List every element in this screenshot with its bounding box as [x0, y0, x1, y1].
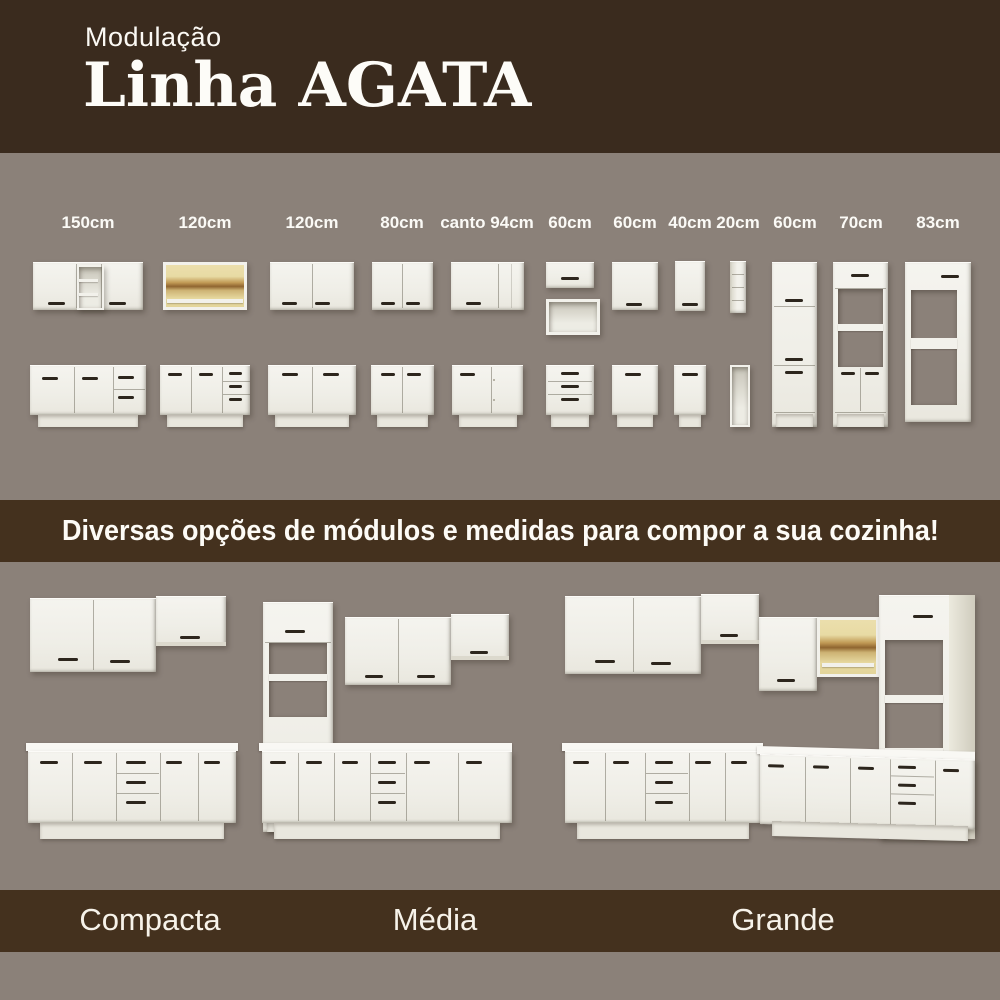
handle [306, 761, 322, 764]
handle [417, 675, 435, 678]
handle [109, 302, 126, 305]
handle [407, 373, 421, 376]
kickboard [679, 415, 701, 427]
handle [682, 303, 698, 306]
cabinet-underside [451, 656, 509, 660]
handle [282, 302, 297, 305]
door-divider [633, 598, 634, 672]
drawer-divider [548, 394, 592, 395]
media-base-counter [262, 751, 512, 823]
handle [466, 761, 482, 764]
door-divider [605, 753, 606, 821]
drawer-divider [891, 793, 934, 795]
compacta-wall-cabinet-large [30, 598, 156, 672]
grande-wall-cabinet-large [565, 596, 701, 674]
handle [943, 769, 959, 772]
handle [785, 371, 803, 374]
module-83cm-fridge-surround [905, 262, 971, 422]
handle [229, 398, 242, 401]
handle [613, 761, 629, 764]
module-size-label: 120cm [285, 213, 339, 232]
handle [561, 372, 579, 375]
kickboard [274, 823, 500, 839]
drawer-divider [371, 773, 405, 774]
kitchen-label-media: Média [392, 902, 478, 937]
kickboard [776, 414, 813, 427]
drawer-divider [223, 381, 250, 382]
handle [126, 761, 146, 764]
kickboard [617, 415, 653, 427]
corner-panel-crease [511, 264, 512, 308]
kickboard [275, 415, 349, 427]
handle [651, 662, 671, 665]
handle [381, 373, 395, 376]
module-size-label: canto 94cm [440, 213, 534, 232]
module-70cm-oven-tower [833, 262, 888, 427]
door-divider [93, 600, 94, 670]
countertop [562, 743, 763, 751]
handle [118, 376, 134, 379]
kickboard [40, 823, 224, 839]
drawer-divider [117, 793, 159, 794]
handle [282, 373, 298, 376]
drawer-divider [891, 775, 934, 777]
shelf [885, 695, 943, 703]
handle [561, 385, 579, 388]
shelf-divider [732, 274, 744, 275]
shelf [79, 279, 98, 282]
grande-base-counter-right [760, 754, 975, 830]
module-60cm-wall-cabinet [612, 262, 658, 310]
handle [768, 764, 784, 767]
handle [561, 398, 579, 401]
door-divider [116, 753, 117, 821]
kitchen-label-compacta: Compacta [79, 902, 221, 937]
cabinet-underside [701, 640, 759, 644]
drawer-divider [223, 394, 250, 395]
hinge-dot [493, 379, 495, 381]
kickboard [459, 415, 517, 427]
door-divider [160, 753, 161, 821]
handle [378, 801, 396, 804]
door-divider [312, 264, 313, 308]
handle [841, 372, 855, 375]
door-divider [689, 753, 690, 821]
module-size-label: 80cm [380, 213, 424, 232]
module-size-label: 40cm [668, 213, 712, 232]
module-60cm-flap-cabinet [546, 262, 594, 288]
handle [378, 781, 396, 784]
header-subtitle: Modulação [85, 22, 222, 52]
module-20cm-cubby-shelf [730, 261, 746, 313]
handle [655, 761, 673, 764]
handle [166, 761, 182, 764]
drawer-divider [371, 793, 405, 794]
shelf-divider [732, 287, 744, 288]
handle [626, 303, 642, 306]
module-40cm-base-cabinet [674, 365, 706, 415]
drawer-divider [114, 389, 145, 390]
module-size-label: 60cm [613, 213, 657, 232]
handle [865, 372, 879, 375]
door-divider [334, 753, 335, 821]
grande-corner-wall-cabinet [759, 617, 817, 691]
handle [270, 761, 286, 764]
door-divider [402, 264, 403, 308]
door-divider [774, 306, 815, 307]
handle [378, 761, 396, 764]
banner-band [0, 500, 1000, 562]
handle [595, 660, 615, 663]
handle [82, 377, 98, 380]
header-band [0, 0, 1000, 153]
grande-base-counter-left [565, 751, 761, 823]
countertop [259, 743, 512, 751]
handle [655, 781, 673, 784]
grande-wall-cabinet-small [701, 594, 759, 644]
kickboard [38, 415, 138, 427]
door-divider [860, 368, 861, 411]
handle [42, 377, 58, 380]
door-divider [935, 761, 936, 827]
kickboard [551, 415, 589, 427]
drawer-divider [548, 381, 592, 382]
handle [229, 385, 242, 388]
module-150cm-base-cabinet [30, 365, 146, 415]
module-120cm-base-cabinet-doors [268, 365, 356, 415]
kickboard [837, 414, 884, 427]
module-120cm-wall-cabinet [270, 262, 354, 310]
handle [199, 373, 213, 376]
drawer-divider [646, 773, 688, 774]
shelf [822, 663, 874, 667]
shelf-divider [732, 300, 744, 301]
handle [466, 302, 481, 305]
countertop [26, 743, 238, 751]
door-divider [491, 367, 492, 413]
handle [406, 302, 420, 305]
page-title: Linha AGATA [83, 50, 532, 121]
drawer-divider [117, 773, 159, 774]
module-size-label: 83cm [916, 213, 960, 232]
door-divider [191, 367, 192, 413]
kitchen-label-grande: Grande [731, 902, 835, 937]
shelf [79, 293, 98, 296]
door-divider [298, 753, 299, 821]
shelf [167, 299, 243, 303]
module-size-label: 20cm [716, 213, 760, 232]
kickboard [167, 415, 243, 427]
crossbar [911, 338, 957, 349]
handle [381, 302, 395, 305]
module-size-label: 150cm [61, 213, 115, 232]
door-divider [101, 264, 102, 308]
handle [204, 761, 220, 764]
compacta-base-counter [28, 751, 236, 823]
door-divider [890, 759, 891, 825]
door-divider [725, 753, 726, 821]
handle [561, 277, 579, 280]
banner-text: Diversas opções de módulos e medidas para compor a sua cozinha! [61, 514, 939, 547]
media-wall-cabinet-large [345, 617, 451, 685]
kick-divider [774, 412, 815, 413]
handle [898, 784, 916, 787]
handle [168, 373, 182, 376]
door-divider [805, 757, 806, 823]
handle [285, 630, 305, 633]
handle [785, 358, 803, 361]
compacta-wall-cabinet-small [156, 596, 226, 646]
grande-glass-wall-cabinet [817, 617, 879, 677]
handle [460, 373, 475, 376]
hinge-dot [493, 399, 495, 401]
module-canto-94cm-base-cabinet [452, 365, 523, 415]
handle [813, 765, 829, 768]
handle [898, 802, 916, 805]
handle [84, 761, 102, 764]
module-size-label: 70cm [839, 213, 883, 232]
door-divider [398, 619, 399, 683]
kickboard [577, 823, 749, 839]
door-divider [312, 367, 313, 413]
handle [58, 658, 78, 661]
handle [110, 660, 130, 663]
handle [365, 675, 383, 678]
module-40cm-wall-cabinet [675, 261, 705, 311]
handle [731, 761, 747, 764]
module-60cm-drawer-base [546, 365, 594, 415]
handle [941, 275, 959, 278]
handle [898, 766, 916, 769]
door-divider [645, 753, 646, 821]
door-divider [198, 753, 199, 821]
handle [180, 636, 200, 639]
module-150cm-wall-cabinet [33, 262, 143, 310]
handle [118, 396, 134, 399]
handle [777, 679, 795, 682]
handle [315, 302, 330, 305]
modules-panel [0, 153, 1000, 500]
door-divider [402, 367, 403, 413]
door-divider [72, 753, 73, 821]
door-divider [458, 753, 459, 821]
open-shelf [77, 265, 104, 310]
door-divider [406, 753, 407, 821]
handle [323, 373, 339, 376]
handle [342, 761, 358, 764]
handle [48, 302, 65, 305]
drawer-divider [646, 793, 688, 794]
door-divider [222, 367, 223, 413]
handle [470, 651, 488, 654]
media-wall-cabinet-small [451, 614, 509, 660]
module-60cm-open-niche [546, 299, 600, 335]
module-120cm-base-cabinet [160, 365, 250, 415]
handle [126, 801, 146, 804]
drawer-divider [774, 365, 815, 366]
handle [229, 372, 242, 375]
handle [655, 801, 673, 804]
door-divider [370, 753, 371, 821]
door-divider [74, 367, 75, 413]
module-size-label: 60cm [548, 213, 592, 232]
handle [625, 373, 641, 376]
kick-divider [835, 412, 886, 413]
module-120cm-glass-wall-cabinet [163, 262, 247, 310]
handle [573, 761, 589, 764]
module-20cm-open-niche [730, 365, 750, 427]
cabinet-underside [156, 642, 226, 646]
door-divider [76, 264, 77, 308]
module-60cm-base-cabinet [612, 365, 658, 415]
module-size-label: 60cm [773, 213, 817, 232]
door-divider [498, 264, 499, 308]
module-size-label: 120cm [178, 213, 232, 232]
module-80cm-wall-cabinet [372, 262, 433, 310]
kickboard [377, 415, 428, 427]
handle [851, 274, 869, 277]
module-canto-94cm-wall-cabinet [451, 262, 524, 310]
kitchens-panel [0, 562, 1000, 1000]
handle [720, 634, 738, 637]
kitchen-label-band [0, 890, 1000, 952]
module-80cm-base-cabinet [371, 365, 434, 415]
shelf [838, 324, 883, 331]
handle [40, 761, 58, 764]
handle [785, 299, 803, 302]
shelf [269, 674, 327, 681]
handle [682, 373, 698, 376]
door-divider [113, 367, 114, 413]
module-60cm-tall-pantry [772, 262, 817, 427]
handle [414, 761, 430, 764]
door-divider [850, 758, 851, 824]
handle [126, 781, 146, 784]
handle [858, 767, 874, 770]
handle [695, 761, 711, 764]
handle [913, 615, 933, 618]
